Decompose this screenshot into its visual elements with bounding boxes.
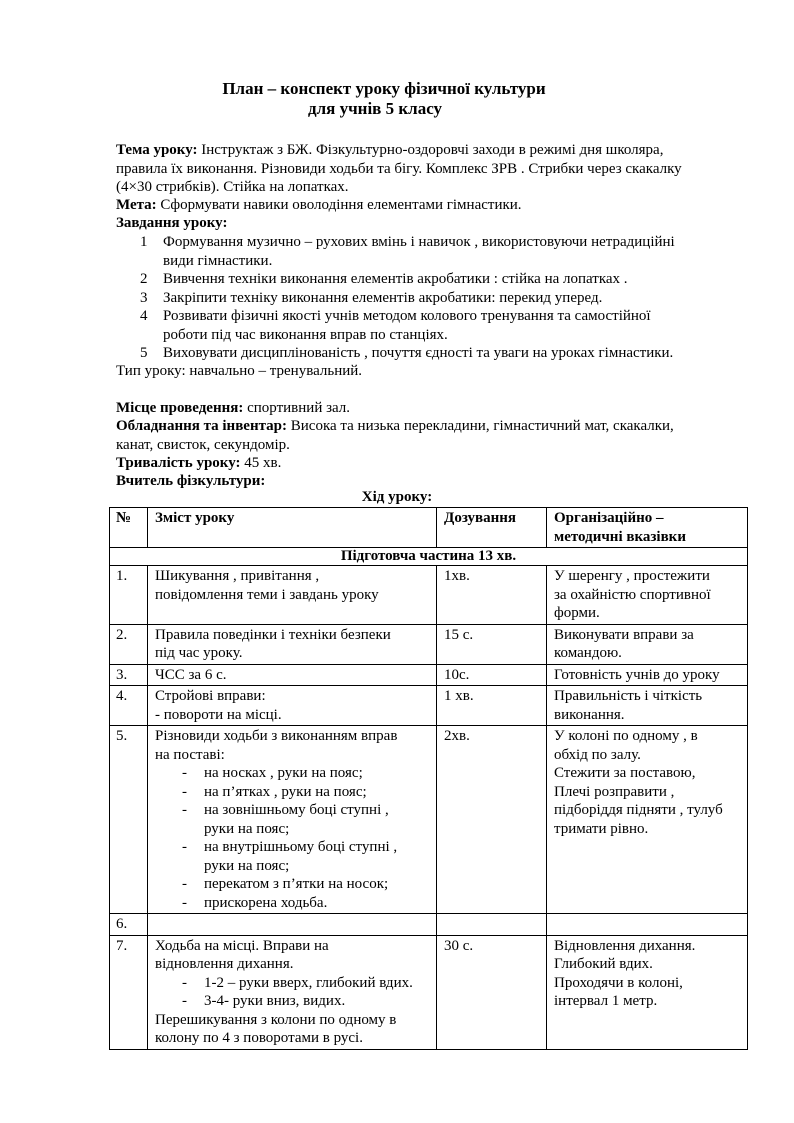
document-title-line-1: План – конспект уроку фізичної культури xyxy=(222,79,546,98)
list-dash: - xyxy=(182,993,187,1009)
row-org xyxy=(547,914,748,936)
content-line: Правила поведінки і техніки безпеки xyxy=(155,626,391,643)
goal-label: Мета: xyxy=(116,197,157,213)
org-line: Виконувати вправи за xyxy=(554,626,694,643)
org-line: тримати рівно. xyxy=(554,820,649,837)
row-number: 6. xyxy=(110,914,148,936)
section-title: Підготовча частина 13 хв. xyxy=(110,548,748,566)
list-item xyxy=(155,801,432,838)
content-line: - повороти на місці. xyxy=(155,706,282,723)
task-number: 5 xyxy=(140,345,148,361)
org-line: Готовність учнів до уроку xyxy=(554,666,720,683)
list-item xyxy=(155,894,432,913)
content-line: Перешикування з колони по одному в xyxy=(155,1011,397,1028)
task-text: Вивчення техніки виконання елементів акробатики : стійка на лопатках . xyxy=(163,271,628,287)
row-dosage: 1хв. xyxy=(437,566,547,625)
org-line: Стежити за поставою, xyxy=(554,765,696,781)
header-org xyxy=(547,508,748,548)
content-line: на поставі: xyxy=(155,746,225,763)
row-number: 3. xyxy=(110,664,148,686)
row-dosage: 2хв. xyxy=(437,726,547,914)
org-line: підборіддя підняти , тулуб xyxy=(554,802,723,818)
header-content: Зміст уроку xyxy=(148,508,437,548)
list-item-text: прискорена ходьба. xyxy=(204,894,328,911)
task-number: 3 xyxy=(140,290,148,306)
equipment-text-1: Висока та низька перекладини, гімнастичний мат, скакалки, xyxy=(287,418,674,434)
list-item-text: 1-2 – руки вверх, глибокий вдих. xyxy=(204,974,413,991)
org-line: командою. xyxy=(554,645,622,661)
row-number: 5. xyxy=(110,726,148,914)
tasks-label: Завдання уроку: xyxy=(116,215,228,231)
list-dash: - xyxy=(182,876,187,892)
content-line: Стройові вправи: xyxy=(155,688,266,704)
list-item-text: на внутрішньому боці ступні , xyxy=(204,839,398,855)
table-header-row xyxy=(110,508,748,548)
org-line: інтервал 1 метр. xyxy=(554,993,658,1009)
row-org xyxy=(547,624,748,664)
exercise-list xyxy=(155,974,432,1011)
duration-text: 45 хв. xyxy=(240,455,282,471)
list-item xyxy=(155,838,432,875)
equipment-text-2: канат, свисток, секундомір. xyxy=(116,436,290,453)
row-number: 7. xyxy=(110,935,148,1049)
header-org-line: методичні вказівки xyxy=(554,528,686,545)
topic-text-2: правила їх виконання. Різновиди ходьби та бігу. Комплекс ЗРВ . Стрибки через скакалку xyxy=(116,160,682,177)
list-item-text: руки на пояс; xyxy=(204,857,290,874)
topic-paragraph xyxy=(116,141,736,197)
row-org xyxy=(547,935,748,1049)
course-heading: Хід уроку: xyxy=(361,489,433,505)
list-dash: - xyxy=(182,783,187,800)
org-line: Правильність і чіткість xyxy=(554,688,703,704)
task-text: роботи під час виконання вправ по станціях. xyxy=(163,326,448,343)
list-dash: - xyxy=(182,802,187,818)
task-text: Формування музично – рухових вмінь і навичок , використовуючи нетрадиційні xyxy=(163,234,675,250)
org-line: Плечі розправити , xyxy=(554,783,675,800)
task-number: 2 xyxy=(140,271,148,287)
list-item xyxy=(155,974,432,993)
table-row xyxy=(110,624,748,664)
content-line: повідомлення теми і завдань уроку xyxy=(155,586,379,603)
row-content xyxy=(148,566,437,625)
list-item-text: на зовнішньому боці ступні , xyxy=(204,802,389,818)
content-line: ЧСС за 6 с. xyxy=(155,666,227,683)
row-org xyxy=(547,664,748,686)
row-org xyxy=(547,686,748,726)
header-dosage: Дозування xyxy=(437,508,547,548)
row-number: 2. xyxy=(110,624,148,664)
org-line: У колоні по одному , в xyxy=(554,728,698,744)
list-item-text: перекатом з п’ятки на носок; xyxy=(204,876,389,892)
task-text: Виховувати дисциплінованість , почуття єдності та уваги на уроках гімнастики. xyxy=(163,345,674,361)
list-dash: - xyxy=(182,839,187,855)
header-org-line: Організаційно – xyxy=(554,510,664,526)
content-line: колону по 4 з поворотами в русі. xyxy=(155,1030,363,1046)
list-item xyxy=(155,764,432,783)
table-row xyxy=(110,664,748,686)
list-item xyxy=(155,783,432,802)
row-content xyxy=(148,664,437,686)
equipment-label: Обладнання та інвентар: xyxy=(116,418,287,434)
list-item xyxy=(155,875,432,894)
row-org xyxy=(547,566,748,625)
list-dash: - xyxy=(182,894,187,911)
table-row xyxy=(110,566,748,625)
goal-text: Сформувати навики оволодіння елементами гімнастики. xyxy=(156,197,522,213)
org-line: за охайністю спортивної xyxy=(554,586,711,603)
task-text: Розвивати фізичні якості учнів методом колового тренування та самостійної xyxy=(163,308,651,324)
exercise-list xyxy=(155,764,432,912)
section-row xyxy=(110,548,748,566)
row-content xyxy=(148,914,437,936)
content-line: відновлення дихання. xyxy=(155,956,294,972)
table-row xyxy=(110,686,748,726)
row-content xyxy=(148,624,437,664)
row-dosage: 1 хв. xyxy=(437,686,547,726)
table-row xyxy=(110,726,748,914)
place-label: Місце проведення: xyxy=(116,400,244,416)
table-row xyxy=(110,935,748,1049)
duration-label: Тривалість уроку: xyxy=(116,455,241,471)
content-line: Різновиди ходьби з виконанням вправ xyxy=(155,728,398,744)
row-number: 1. xyxy=(110,566,148,625)
org-line: обхід по залу. xyxy=(554,746,641,763)
list-item-text: на п’ятках , руки на пояс; xyxy=(204,783,367,800)
topic-text-1: Інструктаж з БЖ. Фізкультурно-оздоровчі заходи в режимі дня школяра, xyxy=(197,142,664,158)
duration-paragraph xyxy=(116,454,736,473)
org-line: форми. xyxy=(554,605,600,621)
content-line: Ходьба на місці. Вправи на xyxy=(155,937,329,954)
org-line: Глибокий вдих. xyxy=(554,956,653,972)
org-line: виконання. xyxy=(554,706,625,723)
org-line: У шеренгу , простежити xyxy=(554,568,710,584)
header-number: № xyxy=(110,508,148,548)
content-line: Шикування , привітання , xyxy=(155,568,320,584)
row-dosage: 10с. xyxy=(437,664,547,686)
topic-label: Тема уроку: xyxy=(116,142,198,158)
row-dosage xyxy=(437,914,547,936)
teacher-label: Вчитель фізкультури: xyxy=(116,473,266,489)
list-item-text: руки на пояс; xyxy=(204,820,290,837)
task-number: 4 xyxy=(140,308,148,324)
place-text: спортивний зал. xyxy=(243,400,351,416)
task-text: Закріпити техніку виконання елементів акробатики: перекид уперед. xyxy=(163,290,603,306)
place-paragraph xyxy=(116,399,736,418)
list-dash: - xyxy=(182,765,187,781)
org-line: Відновлення дихання. xyxy=(554,937,696,954)
topic-text-3: (4×30 стрибків). Стійка на лопатках. xyxy=(116,179,349,195)
task-number: 1 xyxy=(140,234,148,250)
row-content xyxy=(148,726,437,914)
goal-paragraph xyxy=(116,196,736,215)
lesson-table xyxy=(109,507,748,1050)
table-row xyxy=(110,914,748,936)
row-content xyxy=(148,935,437,1049)
row-dosage: 15 с. xyxy=(437,624,547,664)
list-item-text: 3-4- руки вниз, видих. xyxy=(204,993,346,1009)
row-dosage: 30 с. xyxy=(437,935,547,1049)
org-line: Проходячи в колоні, xyxy=(554,974,683,991)
document-title-line-2: для учнів 5 класу xyxy=(307,99,443,118)
row-number: 4. xyxy=(110,686,148,726)
list-item xyxy=(155,992,432,1011)
row-content xyxy=(148,686,437,726)
equipment-paragraph xyxy=(116,417,736,454)
content-line: під час уроку. xyxy=(155,645,243,661)
task-text: види гімнастики. xyxy=(163,252,273,269)
row-org xyxy=(547,726,748,914)
list-dash: - xyxy=(182,974,187,991)
lesson-type: Тип уроку: навчально – тренувальний. xyxy=(116,363,363,379)
list-item-text: на носках , руки на пояс; xyxy=(204,765,363,781)
